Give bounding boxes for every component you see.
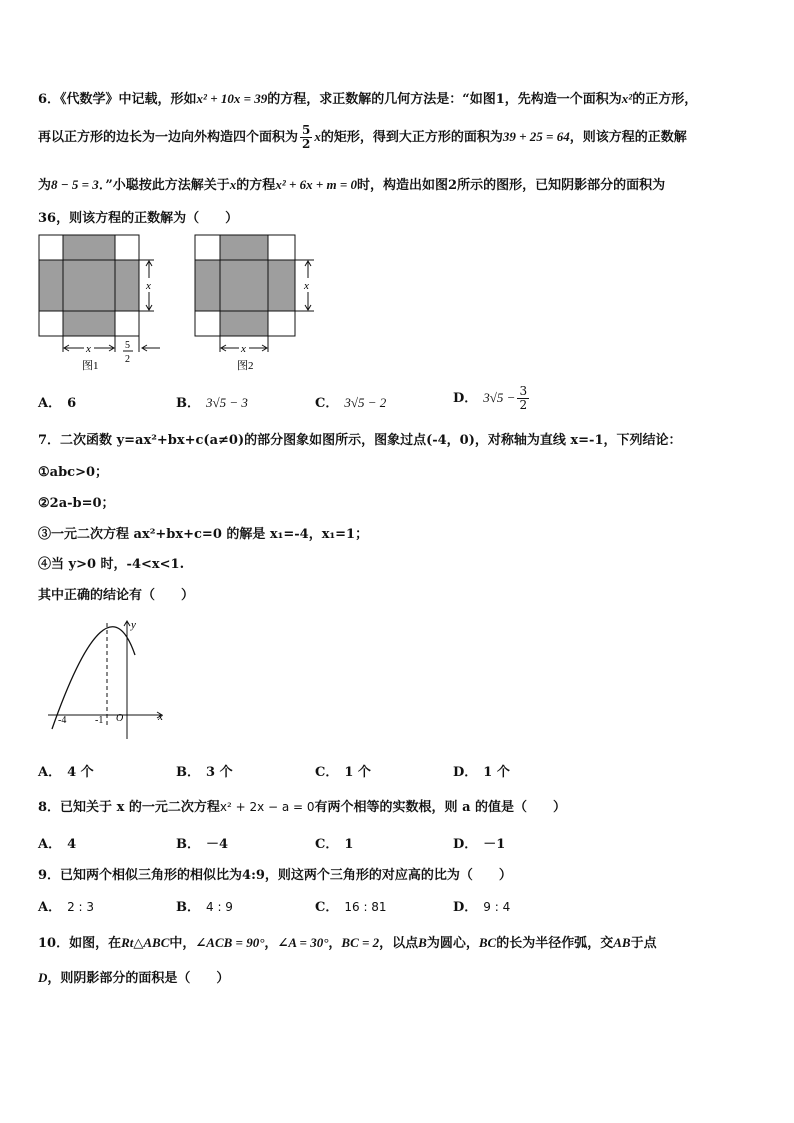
origin-label: O xyxy=(116,713,124,724)
q9-stem: 9．已知两个相似三角形的相似比为4:9，则这两个三角形的对应高的比为（ ） xyxy=(38,868,512,883)
option-text: －4 xyxy=(206,837,229,852)
q7-conclusion-2: ②2a-b=0； xyxy=(38,496,115,511)
option-text: 6 xyxy=(67,396,77,411)
q6-option-b[interactable] xyxy=(176,392,248,411)
q8-option-d[interactable] xyxy=(453,833,505,852)
q7-conclusion-3: ③一元二次方程 ax²+bx+c=0 的解是 x₁=-4，x₁=1； xyxy=(38,527,369,542)
fraction-numerator: 5 xyxy=(302,123,311,137)
x-axis-label: x xyxy=(158,711,163,723)
q6-math: x xyxy=(229,177,237,192)
fig2-label-x: x xyxy=(304,280,309,292)
q6-equation: 39 + 25 = 64 xyxy=(502,129,570,144)
option-letter: C． xyxy=(315,900,339,915)
q6-text: ．”小聪按此方法解关于 xyxy=(98,178,230,193)
option-letter: D． xyxy=(453,837,478,852)
q10-math: AB xyxy=(613,935,631,950)
q6-option-a[interactable] xyxy=(38,392,76,411)
option-text: 1 个 xyxy=(344,765,371,780)
option-letter: B． xyxy=(176,765,200,780)
q7-stem: 7．二次函数 y=ax²+bx+c(a≠0)的部分图象如图所示，图象过点(-4，0)，对称轴为直线 x=-1，下列结论： xyxy=(38,433,682,448)
q10-math: D xyxy=(38,970,48,985)
fraction-denominator: 2 xyxy=(302,137,311,151)
fig2-shade-top xyxy=(220,235,268,260)
option-letter: C． xyxy=(315,765,339,780)
q7-conclusion-1: ①abc>0； xyxy=(38,465,109,480)
q6-text: 的方程，求正数解的几何方法是：“如图1，先构造一个面积为 xyxy=(267,92,622,107)
q9-option-c[interactable] xyxy=(315,896,387,915)
option-text: 3√5 − 3 xyxy=(206,395,248,410)
q6-text: 的矩形，得到大正方形的面积为 xyxy=(320,130,503,145)
fig2-shade-bottom xyxy=(220,311,268,336)
q10-line-2 xyxy=(38,967,229,986)
option-letter: A． xyxy=(38,765,62,780)
q6-figure-1 xyxy=(36,232,166,372)
q6-text: 为 xyxy=(38,178,52,193)
q10-math: B xyxy=(418,935,427,950)
q8-option-b[interactable] xyxy=(176,833,228,852)
fig2-label-x-bottom: x xyxy=(241,343,246,355)
q6-option-c[interactable] xyxy=(315,392,386,411)
option-text: 9 : 4 xyxy=(483,900,511,914)
q9-option-d[interactable] xyxy=(453,896,510,915)
q6-equation: 8 − 5 = 3 xyxy=(51,177,99,192)
q7-option-d[interactable] xyxy=(453,761,510,780)
option-fraction xyxy=(517,385,529,412)
fig2-caption: 图2 xyxy=(237,360,254,372)
option-text: 4 : 9 xyxy=(206,900,233,914)
fig1-frac-numerator: 5 xyxy=(125,340,130,351)
fig1-label-x: x xyxy=(146,280,151,292)
fraction-numerator: 3 xyxy=(519,384,528,398)
q10-text: ， xyxy=(328,936,342,951)
option-letter: D． xyxy=(453,391,478,406)
q10-text: 于点 xyxy=(630,936,657,951)
q10-line-1 xyxy=(38,932,657,951)
option-text: 16 : 81 xyxy=(344,900,387,914)
q6-figure-2 xyxy=(192,232,322,372)
q6-fraction xyxy=(300,124,312,151)
q10-math: Rt△ABC xyxy=(121,935,170,950)
option-text: 2 : 3 xyxy=(67,900,95,914)
q8-stem xyxy=(38,796,566,815)
q7-option-c[interactable] xyxy=(315,761,371,780)
fig1-frac-denominator: 2 xyxy=(125,354,130,365)
option-text: 4 xyxy=(67,837,77,852)
q6-text: ，则该方程的正数解 xyxy=(569,130,687,145)
q6-line-1 xyxy=(38,88,697,107)
option-text: 3√5 − xyxy=(483,390,516,405)
option-letter: A． xyxy=(38,900,62,915)
q9-option-a[interactable] xyxy=(38,896,94,915)
q10-math: BC xyxy=(478,935,497,950)
q6-text: 6．《代数学》中记载，形如 xyxy=(38,92,197,107)
fig2-shade-center xyxy=(220,260,268,311)
y-axis-label: y xyxy=(131,619,136,631)
q6-text: 再以正方形的边长为一边向外构造四个面积为 xyxy=(38,130,299,145)
q8-text: 有两个相等的实数根，则 a 的值是（ ） xyxy=(314,800,567,815)
q8-option-a[interactable] xyxy=(38,833,76,852)
option-text: 4 个 xyxy=(67,765,94,780)
q6-text: 的方程 xyxy=(236,178,276,193)
q10-text: 为圆心， xyxy=(426,936,479,951)
q7-option-b[interactable] xyxy=(176,761,233,780)
fig2-shade-left xyxy=(195,260,220,311)
option-text: 1 xyxy=(344,837,354,852)
q10-text: ，以点 xyxy=(379,936,419,951)
q8-option-c[interactable] xyxy=(315,833,353,852)
tick-label-minus-4: -4 xyxy=(58,715,67,726)
q10-math: ∠ACB = 90° xyxy=(195,935,265,950)
option-letter: C． xyxy=(315,837,339,852)
q7-parabola-graph xyxy=(40,615,170,743)
q6-text: 的正方形， xyxy=(632,92,698,107)
q6-line-4: 36，则该方程的正数解为（ ） xyxy=(38,211,239,226)
q10-text: 中， xyxy=(169,936,196,951)
option-letter: B． xyxy=(176,900,200,915)
option-letter: A． xyxy=(38,837,62,852)
q6-math: x xyxy=(314,129,321,144)
q6-math: x² xyxy=(621,91,633,106)
option-text: －1 xyxy=(483,837,506,852)
q8-text: 8．已知关于 x 的一元二次方程 xyxy=(38,800,220,815)
q7-question: 其中正确的结论有（ ） xyxy=(38,588,195,603)
option-text: 3√5 − 2 xyxy=(344,395,387,410)
fig1-shade-top xyxy=(63,235,115,260)
fig2-shade-right xyxy=(268,260,295,311)
fig1-shade-bottom xyxy=(63,311,115,336)
fig1-label-x-bottom: x xyxy=(86,343,91,355)
q6-text: 时，构造出如图2所示的图形，已知阴影部分的面积为 xyxy=(357,178,666,193)
q6-equation: x² + 6x + m = 0 xyxy=(275,177,358,192)
option-letter: B． xyxy=(176,837,200,852)
q6-line-2 xyxy=(38,124,687,151)
option-text: 3 个 xyxy=(206,765,233,780)
q10-math: ∠A = 30° xyxy=(277,935,329,950)
q8-equation: x² + 2x − a = 0 xyxy=(219,800,315,814)
fig1-caption: 图1 xyxy=(82,360,99,372)
option-letter: D． xyxy=(453,765,478,780)
fraction-denominator: 2 xyxy=(519,398,528,412)
q10-text: ，则阴影部分的面积是（ ） xyxy=(47,971,230,986)
q10-text: 的长为半径作弧，交 xyxy=(496,936,614,951)
option-letter: B． xyxy=(176,396,200,411)
fig1-shade-left xyxy=(39,260,63,311)
q6-option-d[interactable] xyxy=(453,385,531,412)
q10-text: 10．如图，在 xyxy=(38,936,122,951)
fig1-shade-center xyxy=(63,260,115,311)
q6-equation: x² + 10x = 39 xyxy=(196,91,268,106)
q9-option-b[interactable] xyxy=(176,896,233,915)
option-text: 1 个 xyxy=(483,765,510,780)
option-letter: A． xyxy=(38,396,62,411)
q10-text: ， xyxy=(264,936,278,951)
q6-line-3 xyxy=(38,174,665,193)
q7-conclusion-4: ④当 y>0 时，-4<x<1. xyxy=(38,557,185,572)
fig1-shade-right xyxy=(115,260,139,311)
option-letter: D． xyxy=(453,900,478,915)
q10-math: BC = 2 xyxy=(341,935,380,950)
option-letter: C． xyxy=(315,396,339,411)
q7-option-a[interactable] xyxy=(38,761,94,780)
tick-label-minus-1: -1 xyxy=(95,715,104,726)
